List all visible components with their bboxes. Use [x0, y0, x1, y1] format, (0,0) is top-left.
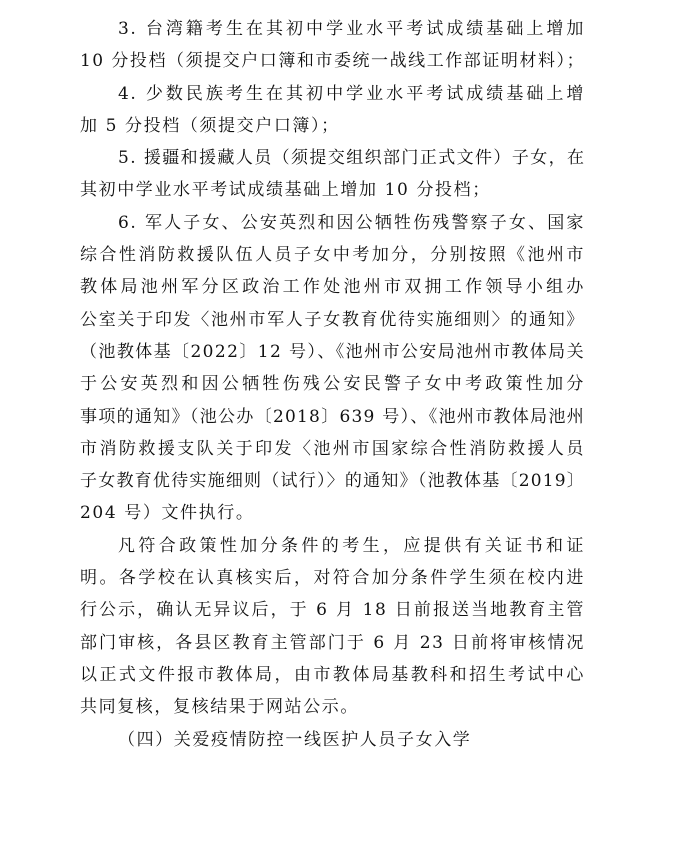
- paragraph-line: 部门审核，各县区教育主管部门于 6 月 23 日前将审核情况: [80, 632, 585, 653]
- paragraph-line: 明。各学校在认真核实后，对符合加分条件学生须在校内进: [80, 568, 585, 589]
- paragraph-line: 其初中学业水平考试成绩基础上增加 10 分投档；: [80, 180, 491, 201]
- paragraph-line: 以正式文件报市教体局，由市教体局基教科和招生考试中心: [80, 664, 585, 685]
- paragraph-line: 综合性消防救援队伍人员子女中考加分，分别按照《池州市: [80, 245, 585, 266]
- paragraph-line: 10 分投档（须提交户口簿和市委统一战线工作部证明材料）；: [80, 51, 585, 72]
- paragraph-line: 凡符合政策性加分条件的考生，应提供有关证书和证: [118, 535, 585, 556]
- paragraph-line: 事项的通知》（池公办〔2018〕639 号）、《池州市教体局池州: [80, 406, 585, 427]
- paragraph-line: 204 号）文件执行。: [80, 503, 255, 524]
- paragraph-line: 于公安英烈和因公牺牲伤残公安民警子女中考政策性加分: [80, 374, 585, 395]
- section-heading: （四）关爱疫情防控一线医护人员子女入学: [118, 729, 472, 750]
- paragraph-line: 子女教育优待实施细则（试行）〉的通知》（池教体基〔2019〕: [80, 471, 585, 492]
- paragraph-line: 共同复核，复核结果于网站公示。: [80, 697, 359, 718]
- paragraph-line: 行公示，确认无异议后，于 6 月 18 日前报送当地教育主管: [80, 600, 585, 621]
- paragraph-line: 教体局池州军分区政治工作处池州市双拥工作领导小组办: [80, 277, 585, 298]
- paragraph-line: 5. 援疆和援藏人员（须提交组织部门正式文件）子女，在: [118, 148, 586, 169]
- paragraph-line: 加 5 分投档（须提交户口簿）；: [80, 115, 340, 136]
- paragraph-line: 市消防救援支队关于印发〈池州市国家综合性消防救援人员: [80, 438, 585, 459]
- paragraph-line: 3. 台湾籍考生在其初中学业水平考试成绩基础上增加: [118, 19, 585, 39]
- paragraph-line: 公室关于印发〈池州市军人子女教育优待实施细则〉的通知》: [80, 309, 585, 330]
- document-body: [80, 13, 585, 756]
- paragraph-line: （池教体基〔2022〕12 号）、《池州市公安局池州市教体局关: [80, 341, 585, 362]
- paragraph-line: 4. 少数民族考生在其初中学业水平考试成绩基础上增: [118, 83, 585, 104]
- paragraph-line: 6. 军人子女、公安英烈和因公牺牲伤残警察子女、国家: [118, 212, 585, 233]
